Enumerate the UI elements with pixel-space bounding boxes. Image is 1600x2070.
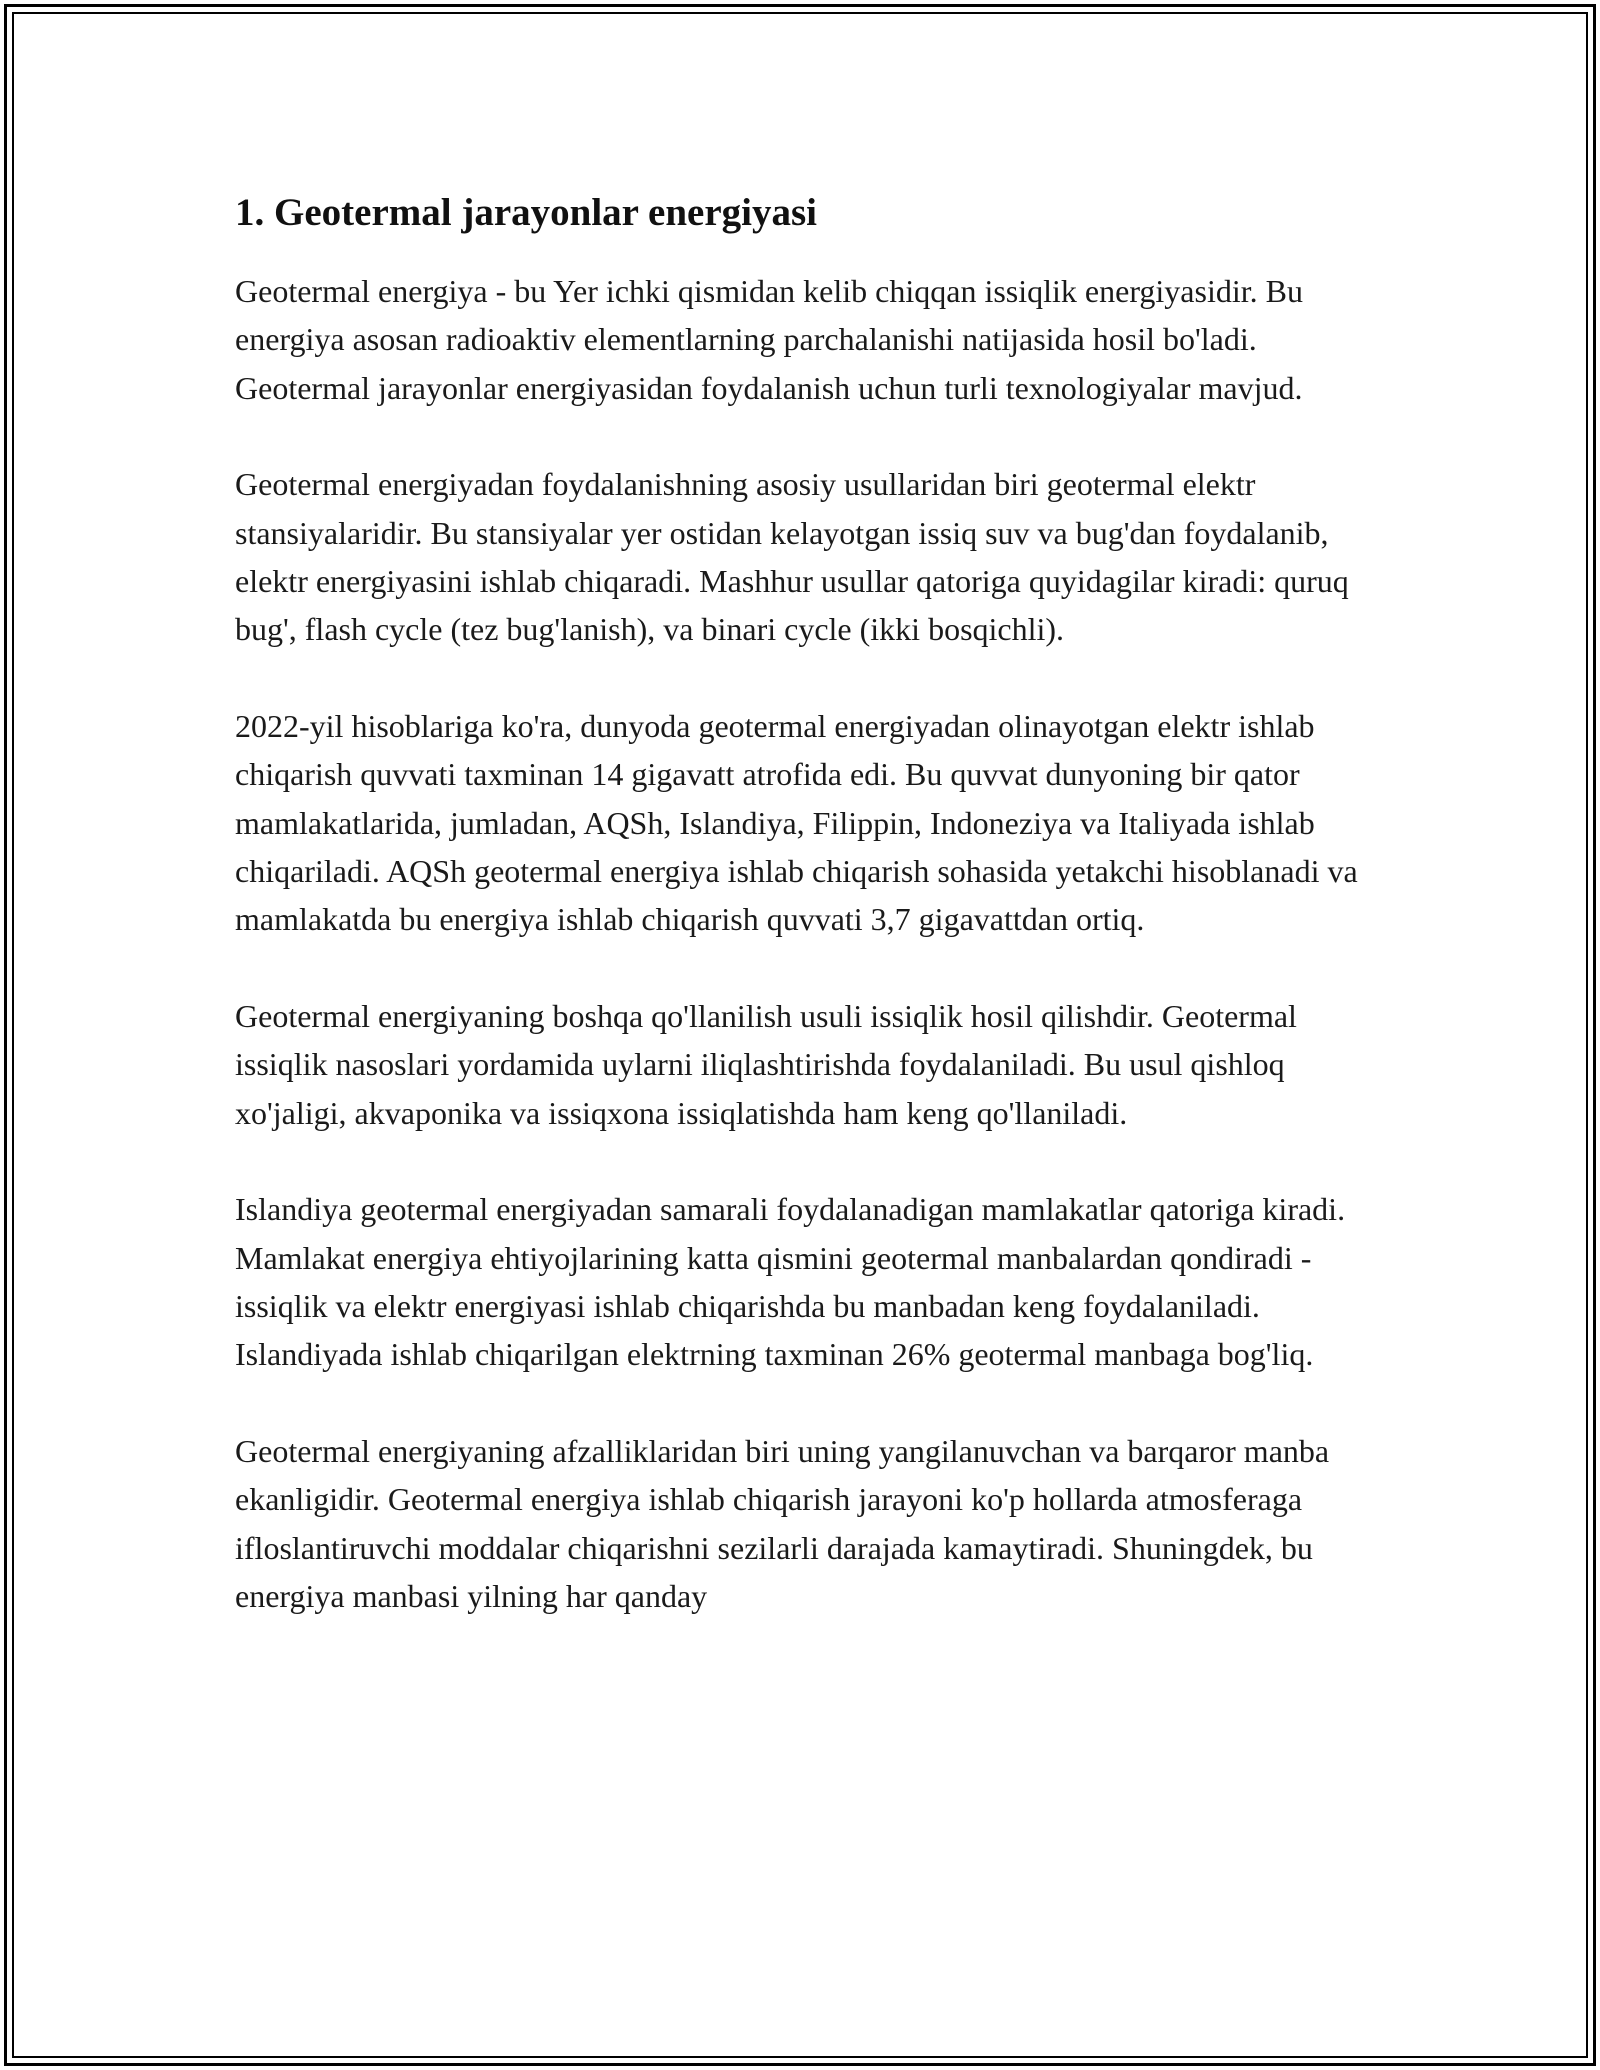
paragraph-world-capacity: 2022-yil hisoblariga ko'ra, dunyoda geotermal energiyadan olinayotgan elektr ishlab chiqarish quvvati taxminan 14 gigavatt atrofida edi. Bu quvvat dunyoning bir qator mamlakatlarida, jumladan, AQSh, Islandiya, Filippin, Indoneziya va Italiyada ishlab chiqariladi. AQSh geotermal energiya ishlab chiqarish sohasida yetakchi hisoblanadi va mamlakatda bu energiya ishlab chiqarish quvvati 3,7 gigavattdan ortiq. — [235, 707, 1358, 938]
section-heading: 1. Geotermal jarayonlar energiyasi — [235, 191, 817, 234]
document-body — [235, 187, 1375, 1668]
paragraph-power-stations: Geotermal energiyadan foydalanishning asosiy usullaridan biri geotermal elektr stansiyalaridir. Bu stansiyalar yer ostidan kelayotgan issiq suv va bug'dan foydalanib, elektr energiyasini ishlab chiqaradi. Mashhur usullar qatoriga quyidagilar kiradi: quruq bug', flash cycle (tez bug'lanish), va binari cycle (ikki bosqichli). — [235, 466, 1349, 648]
paragraph-heat-usage: Geotermal energiyaning boshqa qo'llanilish usuli issiqlik hosil qilishdir. Geotermal issiqlik nasoslari yordamida uylarni iliqlashtirishda foydalaniladi. Bu usul qishloq xo'jaligi, akvaponika va issiqxona issiqlatishda ham keng qo'llaniladi. — [235, 997, 1297, 1131]
paragraph-iceland: Islandiya geotermal energiyadan samarali foydalanadigan mamlakatlar qatoriga kiradi. Mamlakat energiya ehtiyojlarining katta qismini geotermal manbalardan qondiradi - issiqlik va elektr energiyasi ishlab chiqarishda bu manbadan keng foydalaniladi. Islandiyada ishlab chiqarilgan elektrning taxminan 26% geotermal manbaga bog'liq. — [235, 1191, 1346, 1373]
paragraph-advantages: Geotermal energiyaning afzalliklaridan biri uning yangilanuvchan va barqaror manba ekanligidir. Geotermal energiya ishlab chiqarish jarayoni ko'p hollarda atmosferaga ifloslantiruvchi moddalar chiqarishni sezilarli darajada kamaytiradi. Shuningdek, bu energiya manbasi yilning har qanday — [235, 1432, 1330, 1614]
paragraph-intro: Geotermal energiya - bu Yer ichki qismidan kelib chiqqan issiqlik energiyasidir. Bu energiya asosan radioaktiv elementlarning parchalanishi natijasida hosil bo'ladi. Geotermal jarayonlar energiyasidan foydalanish uchun turli texnologiyalar mavjud. — [235, 273, 1303, 406]
